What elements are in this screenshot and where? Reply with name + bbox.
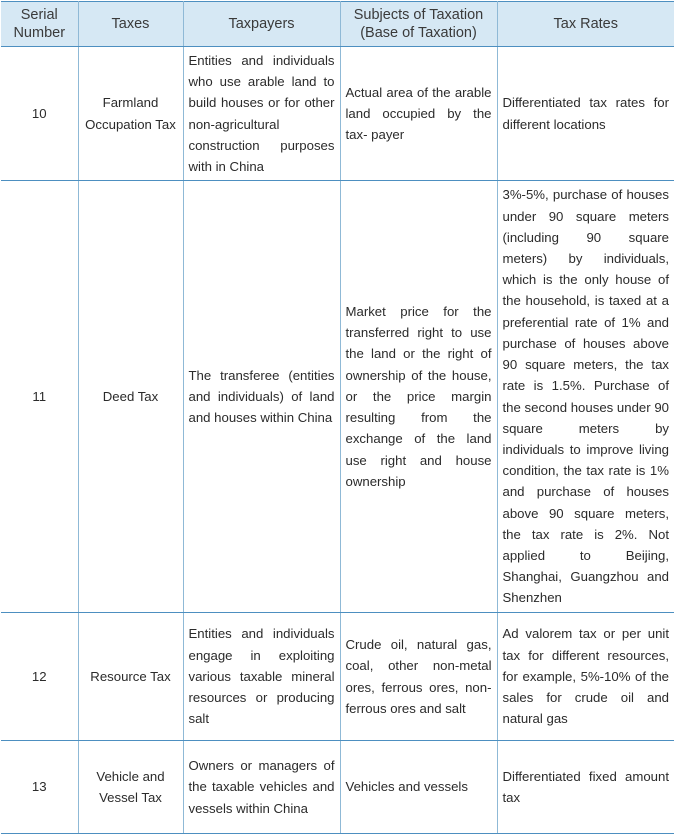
table-row bbox=[1, 47, 674, 181]
table-row bbox=[1, 181, 674, 613]
taxpayers-cell: Entities and individuals who use arable land to build houses or for other non-agricultural construction purposes with in China bbox=[183, 47, 340, 181]
taxpayers-cell: The transferee (entities and individuals) of land and houses within China bbox=[183, 181, 340, 613]
tax-rates-cell: Differentiated tax rates for different locations bbox=[497, 47, 674, 181]
tax-table bbox=[1, 1, 674, 834]
subjects-cell: Vehicles and vessels bbox=[340, 741, 497, 834]
subjects-cell: Crude oil, natural gas, coal, other non-metal ores, ferrous ores, non-ferrous ores and salt bbox=[340, 613, 497, 741]
header-serial-number: Serial Number bbox=[1, 2, 78, 47]
header-tax-rates: Tax Rates bbox=[497, 2, 674, 47]
tax-name-cell: Deed Tax bbox=[78, 181, 183, 613]
table-row bbox=[1, 741, 674, 834]
tax-name-cell: Vehicle and Vessel Tax bbox=[78, 741, 183, 834]
header-taxes: Taxes bbox=[78, 2, 183, 47]
tax-rates-cell: Differentiated fixed amount tax bbox=[497, 741, 674, 834]
header-subjects-of-taxation: Subjects of Taxation (Base of Taxation) bbox=[340, 2, 497, 47]
tax-rates-cell: 3%-5%, purchase of houses under 90 square meters (including 90 square meters) by individuals, which is the only house of the household, is taxed at a preferential rate of 1% and purchase of houses above 90 square meters, the tax rate is 1.5%. Purchase of the second houses under 90 square meters by individuals to improve living condition, the tax rate is 1% and purchase of houses above 90 square meters, the tax rate is 2%. Not applied to Beijing, Shanghai, Guangzhou and Shenzhen bbox=[497, 181, 674, 613]
taxpayers-cell: Owners or managers of the taxable vehicles and vessels within China bbox=[183, 741, 340, 834]
subjects-cell: Market price for the transferred right to use the land or the right of ownership of the house, or the price margin resulting from the exchange of the land use right and house ownership bbox=[340, 181, 497, 613]
serial-cell: 13 bbox=[1, 741, 78, 834]
header-taxpayers: Taxpayers bbox=[183, 2, 340, 47]
tax-name-cell: Farmland Occupation Tax bbox=[78, 47, 183, 181]
taxpayers-cell: Entities and individuals engage in exploiting various taxable mineral resources or producing salt bbox=[183, 613, 340, 741]
serial-cell: 11 bbox=[1, 181, 78, 613]
tax-rates-cell: Ad valorem tax or per unit tax for different resources, for example, 5%-10% of the sales for crude oil and natural gas bbox=[497, 613, 674, 741]
header-row bbox=[1, 2, 674, 47]
serial-cell: 12 bbox=[1, 613, 78, 741]
serial-cell: 10 bbox=[1, 47, 78, 181]
table-row bbox=[1, 613, 674, 741]
subjects-cell: Actual area of the arable land occupied by the tax- payer bbox=[340, 47, 497, 181]
tax-name-cell: Resource Tax bbox=[78, 613, 183, 741]
